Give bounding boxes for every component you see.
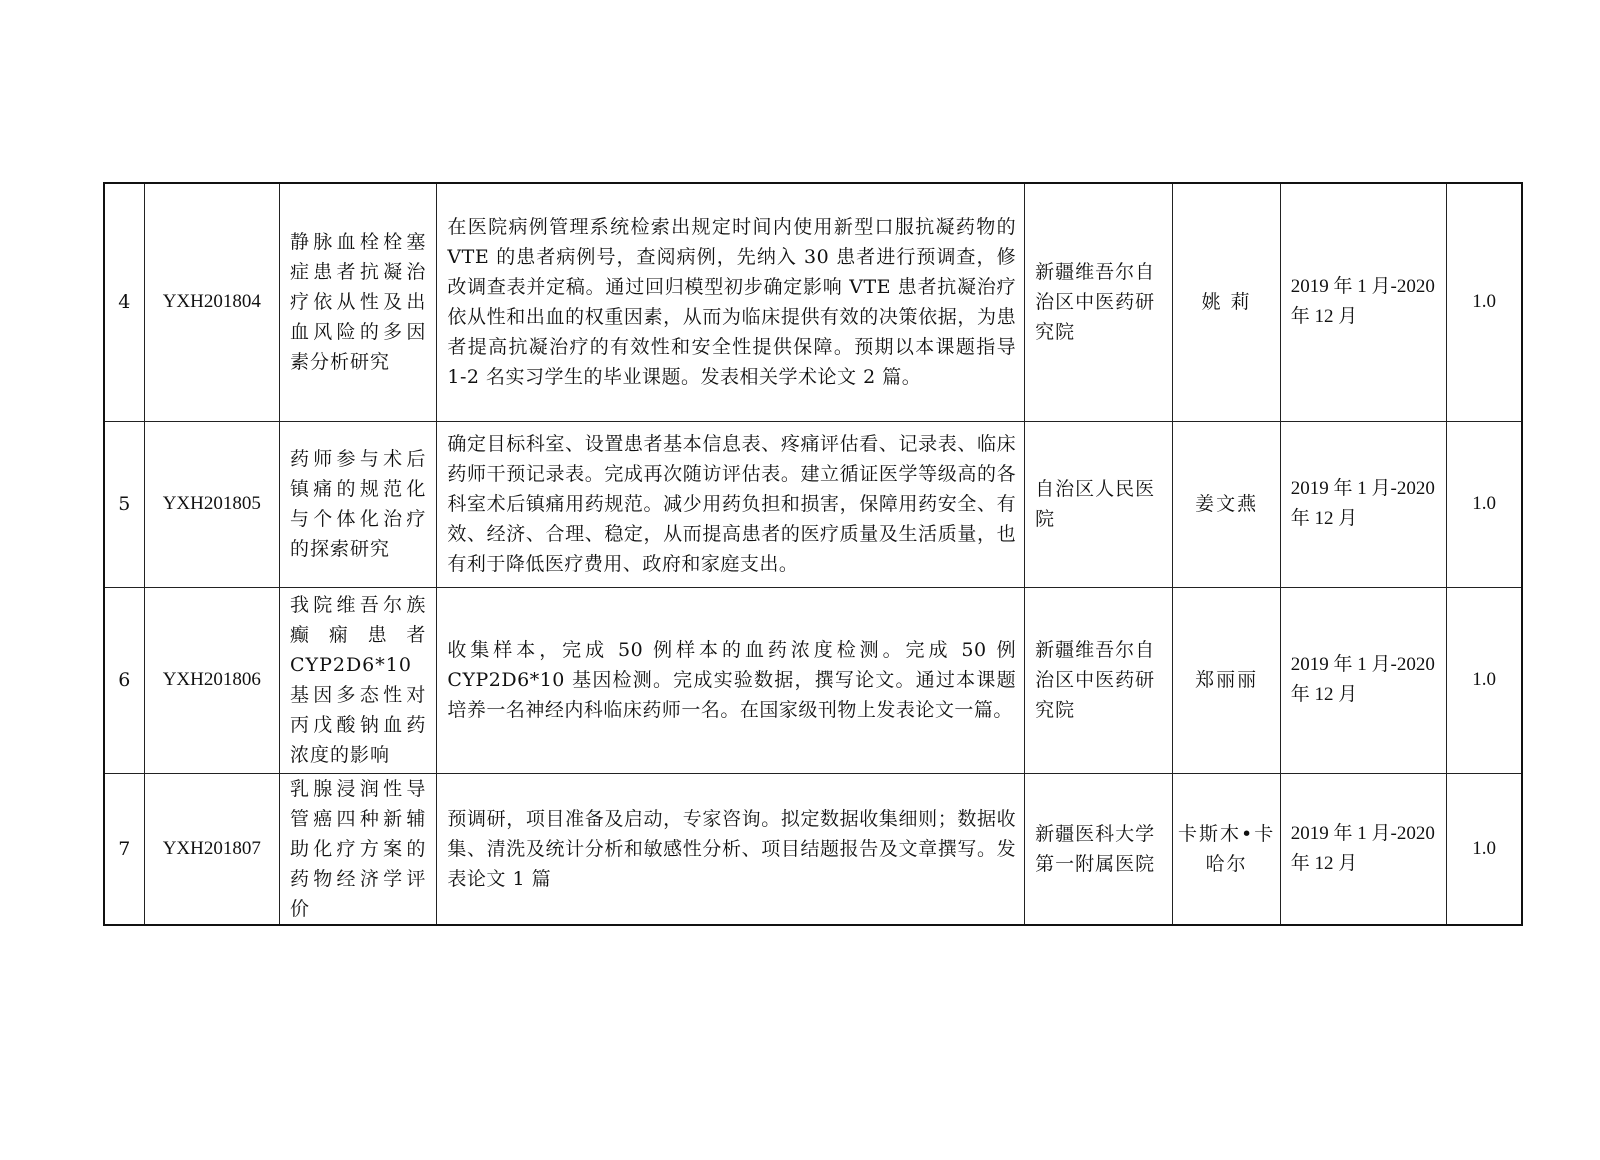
project-title bbox=[279, 587, 436, 773]
project-code: YXH201806 bbox=[144, 587, 279, 773]
institution: 自治区人民医院 bbox=[1025, 421, 1173, 587]
table-row bbox=[104, 183, 1522, 421]
table-row bbox=[104, 773, 1522, 925]
project-code: YXH201807 bbox=[144, 773, 279, 925]
project-title bbox=[279, 421, 436, 587]
row-number: 4 bbox=[104, 183, 144, 421]
project-content: 预调研，项目准备及启动，专家咨询。拟定数据收集细则；数据收集、清洗及统计分析和敏感性分析、项目结题报告及文章撰写。发表论文 1 篇 bbox=[437, 773, 1025, 925]
funding-amount: 1.0 bbox=[1447, 587, 1522, 773]
project-content: 确定目标科室、设置患者基本信息表、疼痛评估看、记录表、临床药师干预记录表。完成再次随访评估表。建立循证医学等级高的各科室术后镇痛用药规范。减少用药负担和损害，保障用药安全、有效、经济、合理、稳定，从而提高患者的医疗质量及生活质量，也有利于降低医疗费用、政府和家庭支出。 bbox=[437, 421, 1025, 587]
project-leader: 郑丽丽 bbox=[1173, 587, 1280, 773]
project-content: 收集样本，完成 50 例样本的血药浓度检测。完成 50 例 CYP2D6*10 基因检测。完成实验数据，撰写论文。通过本课题培养一名神经内科临床药师一名。在国家级刊物上发表论文一篇。 bbox=[437, 587, 1025, 773]
project-code: YXH201804 bbox=[144, 183, 279, 421]
project-period: 2019 年 1 月-2020 年 12 月 bbox=[1280, 183, 1446, 421]
project-title-text: 乳腺浸润性导管癌四种新辅助化疗方案的药物经济学评价 bbox=[289, 777, 427, 920]
project-title bbox=[279, 773, 436, 925]
project-title-text: 我院维吾尔族癫痫患者CYP2D6*10 基因多态性对丙戊酸钠血药浓度的影响 bbox=[289, 594, 427, 766]
project-leader: 卡斯木•卡哈尔 bbox=[1173, 773, 1280, 925]
project-title bbox=[279, 183, 436, 421]
funding-amount: 1.0 bbox=[1447, 183, 1522, 421]
row-number: 7 bbox=[104, 773, 144, 925]
project-table bbox=[103, 182, 1523, 926]
institution: 新疆维吾尔自治区中医药研究院 bbox=[1025, 183, 1173, 421]
institution: 新疆维吾尔自治区中医药研究院 bbox=[1025, 587, 1173, 773]
project-period: 2019 年 1 月-2020 年 12 月 bbox=[1280, 587, 1446, 773]
project-code: YXH201805 bbox=[144, 421, 279, 587]
table-row bbox=[104, 587, 1522, 773]
row-number: 5 bbox=[104, 421, 144, 587]
project-period: 2019 年 1 月-2020 年 12 月 bbox=[1280, 773, 1446, 925]
project-content: 在医院病例管理系统检索出规定时间内使用新型口服抗凝药物的 VTE 的患者病例号，查阅病例，先纳入 30 患者进行预调查，修改调查表并定稿。通过回归模型初步确定影响 VTE 患者抗凝治疗依从性和出血的权重因素，从而为临床提供有效的决策依据，为患者提高抗凝治疗的有效性和安全性提供保障。预期以本课题指导 1-2 名实习学生的毕业课题。发表相关学术论文 2 篇。 bbox=[437, 183, 1025, 421]
funding-amount: 1.0 bbox=[1447, 421, 1522, 587]
project-title-text: 药师参与术后镇痛的规范化与个体化治疗的探索研究 bbox=[289, 448, 427, 560]
project-title-text: 静脉血栓栓塞症患者抗凝治疗依从性及出血风险的多因素分析研究 bbox=[289, 231, 427, 374]
project-leader: 姚 莉 bbox=[1173, 183, 1280, 421]
institution: 新疆医科大学第一附属医院 bbox=[1025, 773, 1173, 925]
row-number: 6 bbox=[104, 587, 144, 773]
project-period: 2019 年 1 月-2020 年 12 月 bbox=[1280, 421, 1446, 587]
table-row bbox=[104, 421, 1522, 587]
funding-amount: 1.0 bbox=[1447, 773, 1522, 925]
project-leader: 姜文燕 bbox=[1173, 421, 1280, 587]
